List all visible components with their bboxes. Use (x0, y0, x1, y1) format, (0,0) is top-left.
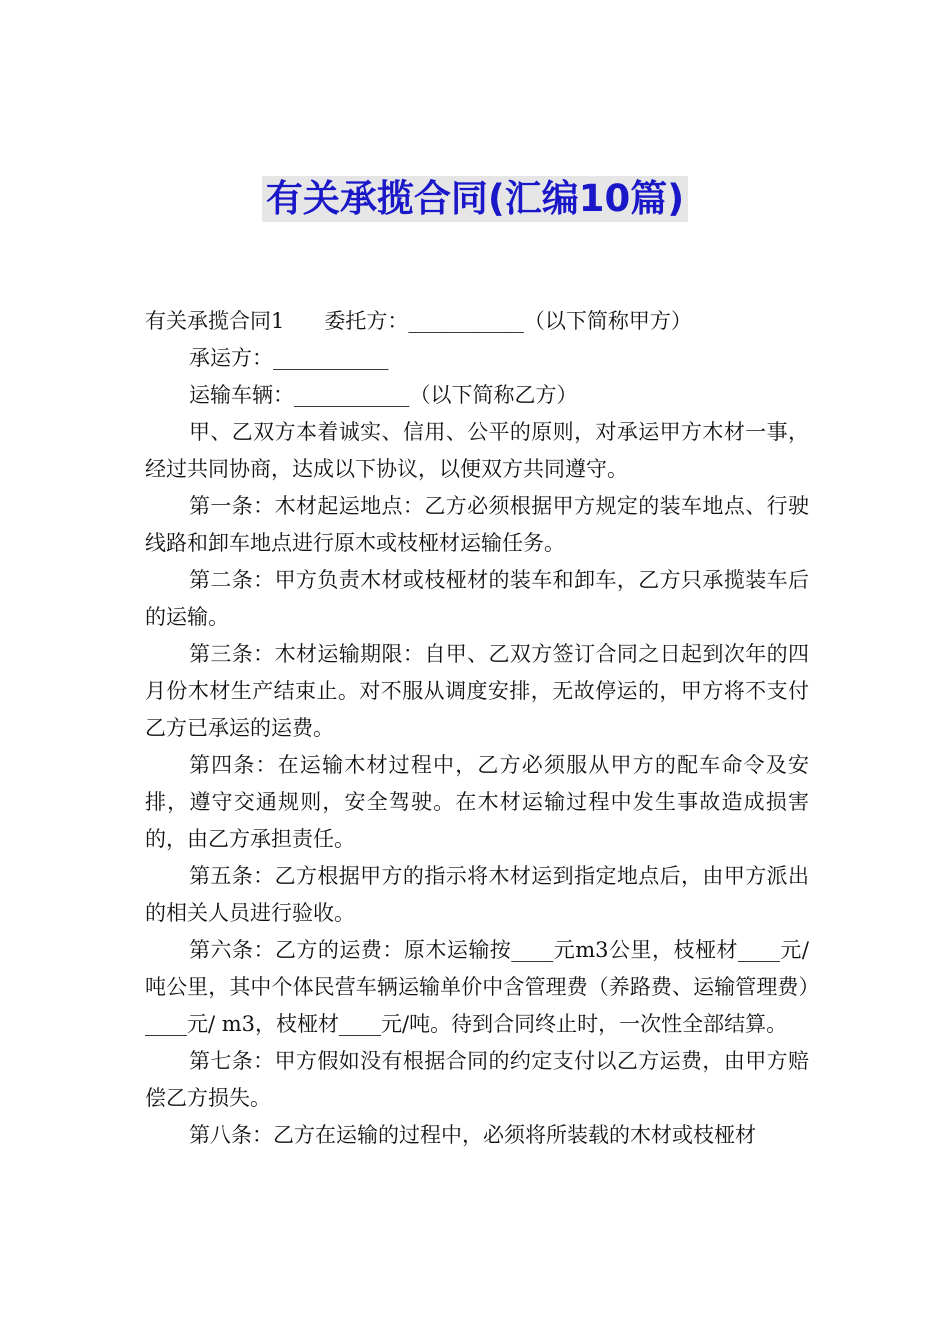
paragraph: 承运方：___________ (189, 346, 389, 370)
paragraph: 第八条：乙方在运输的过程中，必须将所装载的木材或枝桠材 (189, 1123, 756, 1147)
paragraph: 第二条：甲方负责木材或枝桠材的装车和卸车，乙方只承揽装车后的运输。 (145, 568, 809, 629)
paragraph: 第七条：甲方假如没有根据合同的约定支付以乙方运费，由甲方赔偿乙方损失。 (145, 1049, 809, 1110)
paragraph: 第四条：在运输木材过程中，乙方必须服从甲方的配车命令及安排，遵守交通规则，安全驾驶。在木材运输过程中发生事故造成损害的，由乙方承担责任。 (145, 753, 809, 851)
paragraph: 第一条：木材起运地点：乙方必须根据甲方规定的装车地点、行驶线路和卸车地点进行原木或枝桠材运输任务。 (145, 494, 809, 555)
document-body (145, 303, 809, 1154)
contract-heading: 有关承揽合同1 (145, 309, 285, 333)
document-title: 有关承揽合同(汇编10篇) (262, 176, 688, 222)
paragraph: 甲、乙双方本着诚实、信用、公平的原则，对承运甲方木材一事，经过共同协商，达成以下协议，以便双方共同遵守。 (145, 420, 809, 481)
title-container (0, 176, 950, 222)
client-line: 委托方：___________（以下简称甲方） (324, 309, 692, 333)
paragraph: 第五条：乙方根据甲方的指示将木材运到指定地点后，由甲方派出的相关人员进行验收。 (145, 864, 809, 925)
paragraph: 第三条：木材运输期限：自甲、乙双方签订合同之日起到次年的四月份木材生产结束止。对不服从调度安排，无故停运的，甲方将不支付乙方已承运的运费。 (145, 642, 809, 740)
paragraph: 运输车辆：___________（以下简称乙方） (189, 383, 578, 407)
first-line (145, 303, 809, 340)
paragraph: 第六条：乙方的运费：原木运输按____元m3公里，枝桠材____元/吨公里，其中个体民营车辆运输单价中含管理费（养路费、运输管理费）____元/ m3，枝桠材____元/吨。待到合同终止时，一次性全部结算。 (145, 938, 809, 1036)
